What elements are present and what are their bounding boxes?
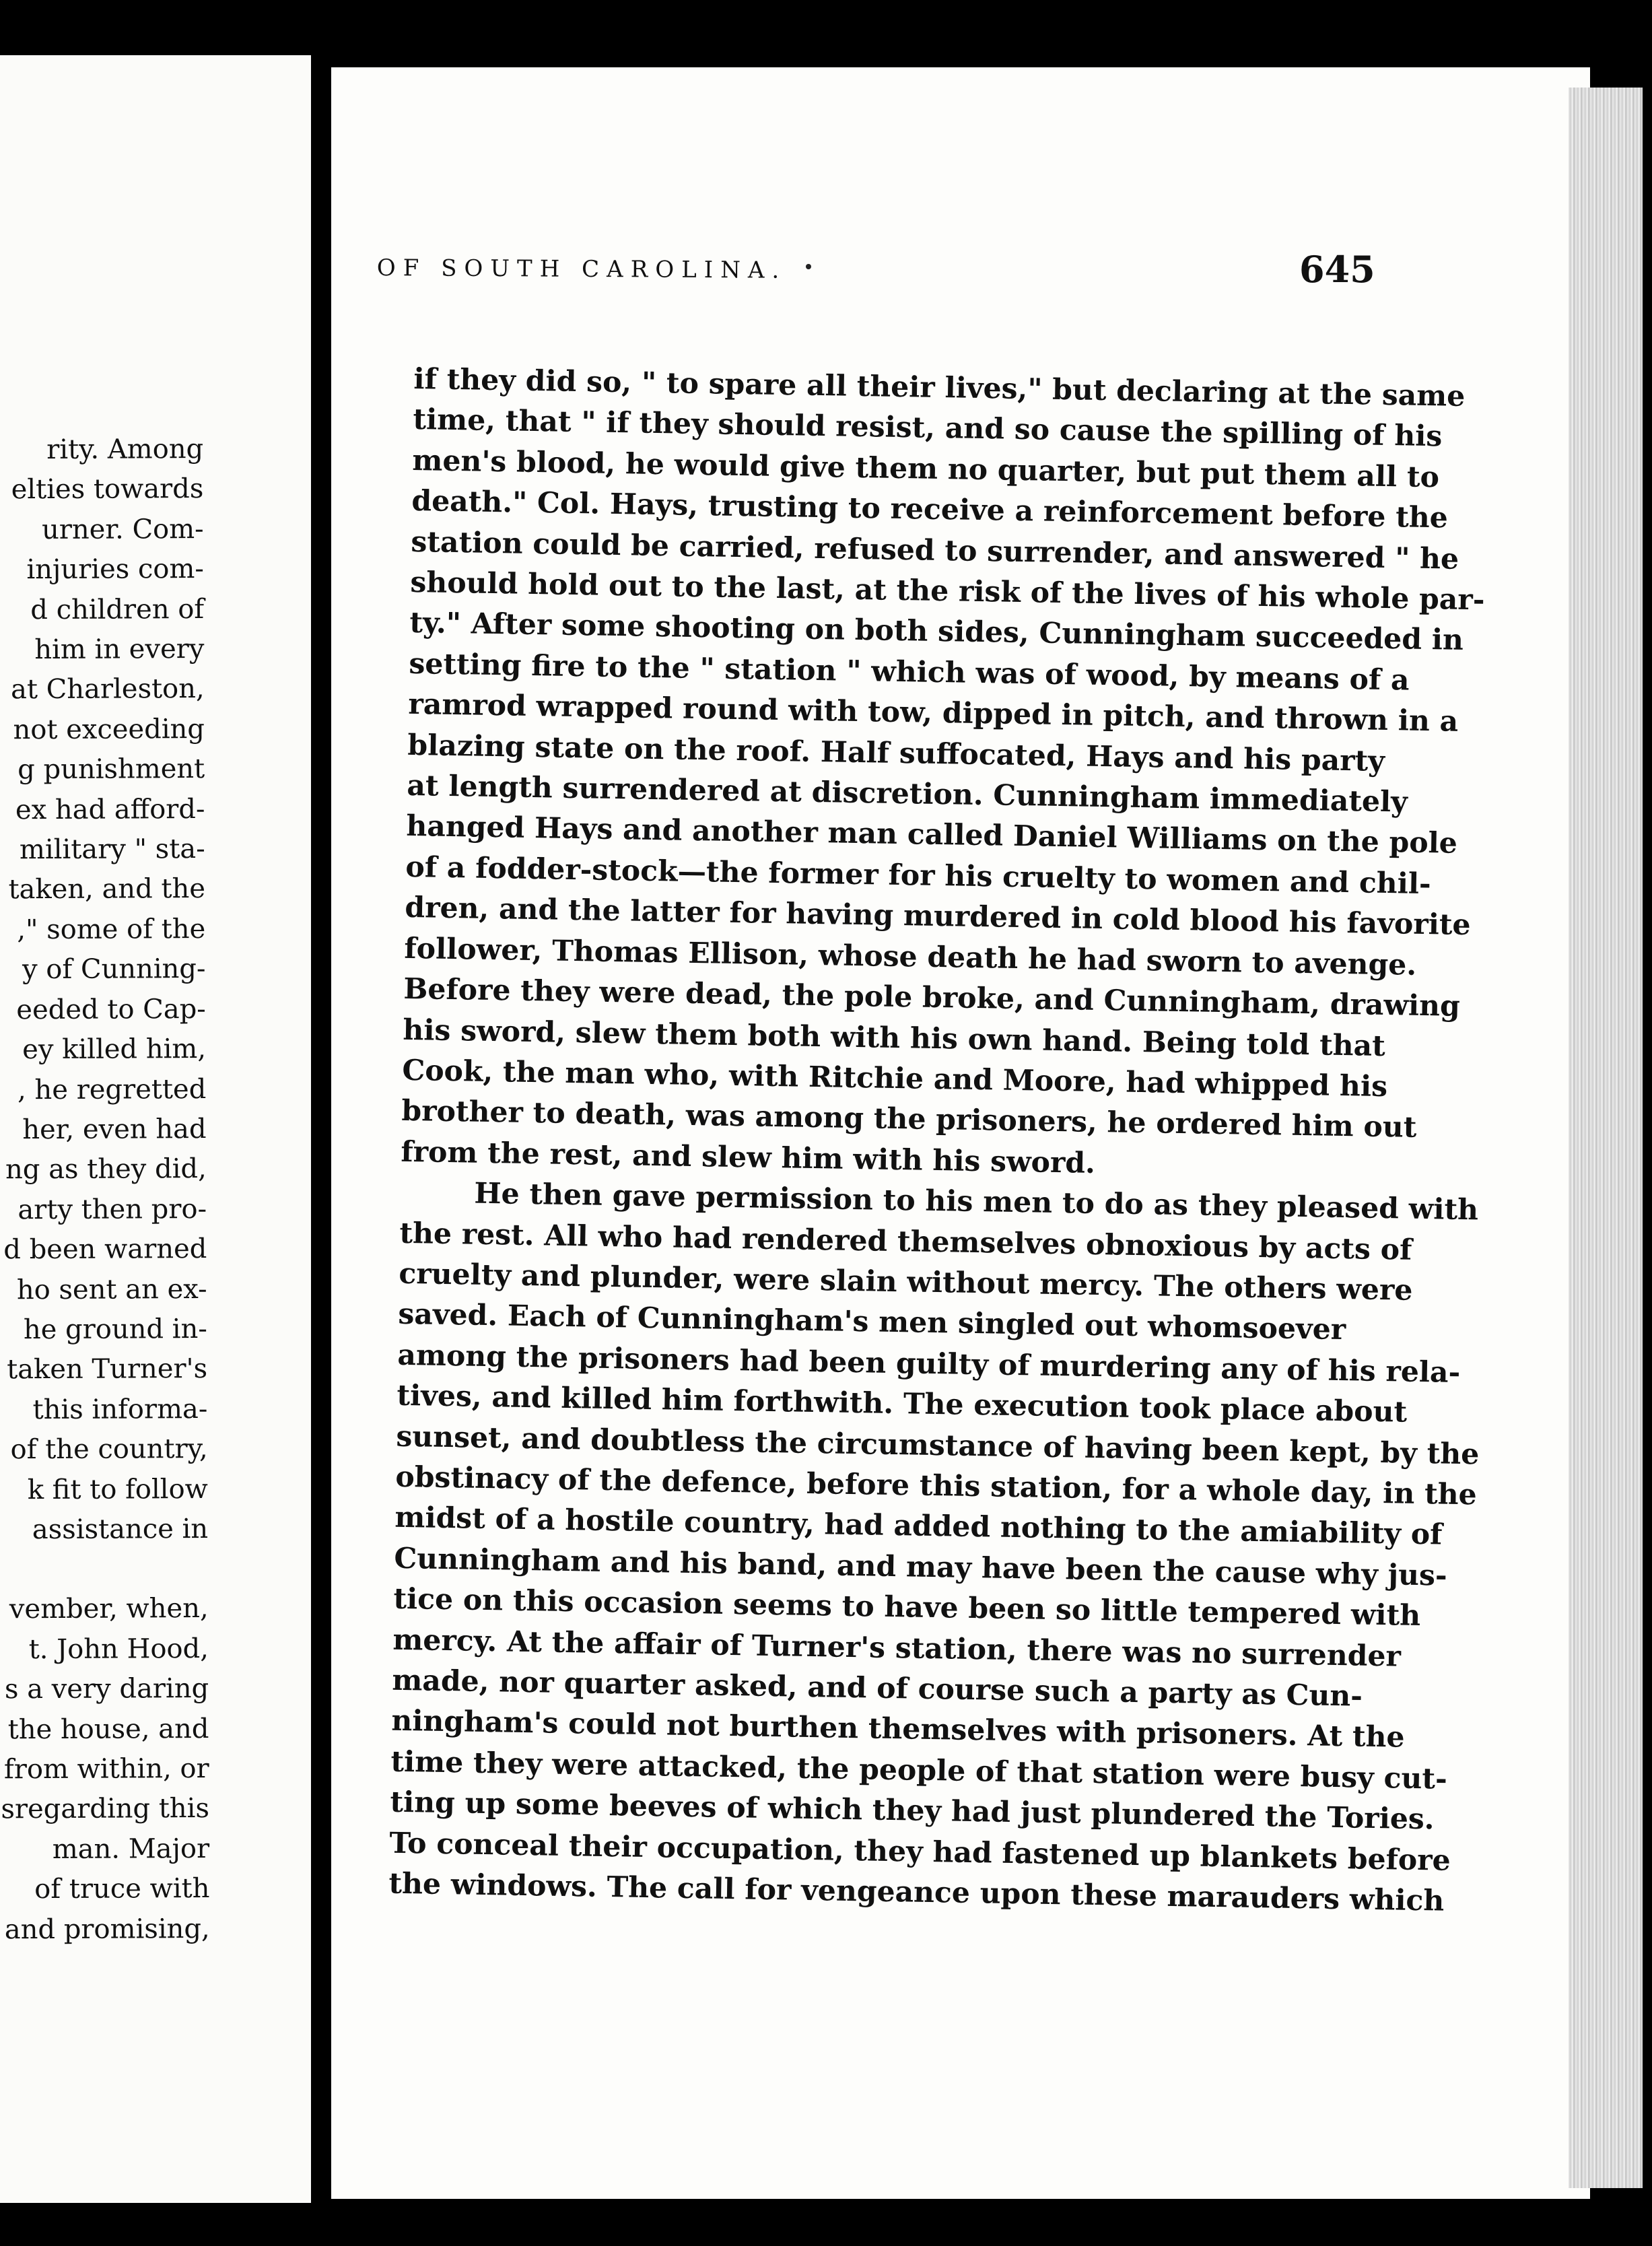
body-text [388, 359, 1485, 1919]
left-text-line: of truce with [34, 1873, 210, 1905]
left-text-line: g punishment [18, 753, 205, 786]
left-text-line: taken, and the [8, 873, 206, 906]
body-text-line: setting fire to the " station " which was of wood, by means of a [409, 646, 1410, 697]
left-text-line: t. John Hood, [28, 1633, 209, 1665]
body-text-line: midst of a hostile country, had added nothing to the amiability of [394, 1501, 1443, 1552]
body-text-line: at length surrendered at discretion. Cunningham immediately [407, 768, 1408, 819]
body-text-line: tives, and killed him forthwith. The execution took place about [397, 1378, 1408, 1429]
body-text-line: He then gave permission to his men to do as they pleased with [474, 1176, 1479, 1227]
body-text-line: should hold out to the last, at the risk of the lives of his whole par- [410, 565, 1485, 617]
body-text-line: hanged Hays and another man called Daniel Williams on the pole [406, 809, 1458, 861]
left-text-line: k fit to follow [27, 1473, 208, 1505]
left-text-line: , he regretted [17, 1073, 207, 1105]
body-text-line: time, that " if they should resist, and so cause the spilling of his [413, 403, 1443, 454]
left-text-line: taken Turner's [7, 1353, 208, 1386]
body-text-line: death." Col. Hays, trusting to receive a reinforcement before the [411, 484, 1449, 535]
left-text-line: he ground in- [23, 1313, 207, 1346]
left-text-line: d children of [30, 593, 205, 625]
page-number: 645 [1299, 248, 1375, 291]
body-text-line: the rest. All who had rendered themselves obnoxious by acts of [399, 1216, 1412, 1267]
left-text-line: from within, or [3, 1752, 209, 1785]
left-text-line: man. Major [52, 1833, 210, 1865]
left-text-line: vember, when, [9, 1593, 209, 1625]
body-text-line: mercy. At the affair of Turner's station, there was no surrender [392, 1623, 1402, 1674]
left-text-line: the house, and [7, 1713, 209, 1745]
left-text-line: rity. Among [46, 433, 204, 466]
body-text-line: brother to death, was among the prisoners, he ordered him out [401, 1094, 1417, 1145]
body-text-line: Before they were dead, the pole broke, and Cunningham, drawing [403, 972, 1461, 1023]
book-gutter [311, 55, 331, 2203]
left-text-line: ," some of the [17, 913, 206, 946]
body-text-line: dren, and the latter for having murdered in cold blood his favorite [405, 891, 1471, 943]
body-text-line: ting up some beeves of which they had just plundered the Tories. [390, 1785, 1435, 1837]
left-text-line: assistance in [32, 1513, 209, 1546]
left-text-line: d been warned [3, 1233, 207, 1266]
left-page [0, 55, 311, 2203]
left-text-line: s a very daring [4, 1673, 209, 1705]
left-text-line: not exceeding [13, 713, 205, 746]
body-text-line: cruelty and plunder, were slain without mercy. The others were [399, 1256, 1413, 1307]
left-text-line [0, 1549, 209, 1590]
left-text-line: ex had afford- [15, 793, 205, 825]
body-text-line: the windows. The call for vengeance upon these marauders which [388, 1866, 1445, 1918]
body-text-line: from the rest, and slew him with his sword. [401, 1134, 1096, 1180]
left-text-line: sregarding this [1, 1793, 210, 1825]
body-text-line: men's blood, he would give them no quarter, but put them all to [412, 443, 1440, 495]
left-text-line: y of Cunning- [22, 953, 206, 986]
running-head: OF SOUTH CAROLINA. [376, 254, 787, 284]
left-text-line: elties towards [11, 473, 204, 506]
body-text-line: among the prisoners had been guilty of murdering any of his rela- [397, 1338, 1461, 1390]
left-text-line: ng as they did, [5, 1153, 207, 1186]
left-text-line: ho sent an ex- [16, 1273, 207, 1305]
left-text-line: him in every [34, 634, 205, 666]
body-text-line: made, nor quarter asked, and of course such a party as Cun- [392, 1663, 1363, 1713]
body-text-line: sunset, and doubtless the circumstance of having been kept, by the [396, 1419, 1480, 1472]
body-text-line: of a fodder-stock—the former for his cruelty to women and chil- [405, 850, 1432, 901]
body-text-line: station could be carried, refused to surrender, and answered " he [411, 524, 1459, 576]
left-text-line: at Charleston, [10, 673, 205, 706]
body-text-line: obstinacy of the defence, before this station, for a whole day, in the [395, 1460, 1478, 1512]
body-text-line: ramrod wrapped round with tow, dipped in pitch, and thrown in a [408, 687, 1459, 739]
left-text-line: and promising, [4, 1913, 210, 1945]
body-text-line: ty." After some shooting on both sides, Cunningham succeeded in [409, 606, 1464, 658]
left-text-line: urner. Com- [41, 513, 204, 545]
body-text-line: if they did so, " to spare all their lives," but declaring at the same [413, 362, 1466, 413]
body-text-line: his sword, slew them both with his own hand. Being told that [403, 1013, 1386, 1063]
body-text-line: To conceal their occupation, they had fastened up blankets before [389, 1826, 1451, 1878]
left-text-line: ey killed him, [22, 1033, 207, 1066]
left-text-line: arty then pro- [18, 1193, 207, 1225]
left-text-line: her, even had [22, 1113, 207, 1146]
body-text-line: Cook, the man who, with Ritchie and Moore, had whipped his [402, 1053, 1388, 1104]
left-page-text [0, 430, 210, 1950]
left-text-line: this informa- [32, 1393, 208, 1425]
left-text-line: military " sta- [19, 833, 205, 866]
body-text-line: time they were attacked, the people of that station were busy cut- [390, 1744, 1448, 1796]
body-text-line: ningham's could not burthen themselves with prisoners. At the [391, 1704, 1405, 1755]
body-text-line: tice on this occasion seems to have been so little tempered with [393, 1581, 1421, 1633]
body-text-line: follower, Thomas Ellison, whose death he had sworn to avenge. [404, 931, 1417, 982]
page-edges [1569, 88, 1643, 2188]
left-text-line: of the country, [10, 1433, 208, 1466]
body-text-line: saved. Each of Cunningham's men singled out whomsoever [398, 1297, 1346, 1347]
body-text-line: Cunningham and his band, and may have been the cause why jus- [394, 1541, 1448, 1593]
left-text-line: eeded to Cap- [16, 993, 206, 1025]
body-text-line: blazing state on the roof. Half suffocated, Hays and his party [407, 728, 1385, 778]
left-text-line: injuries com- [26, 553, 205, 586]
